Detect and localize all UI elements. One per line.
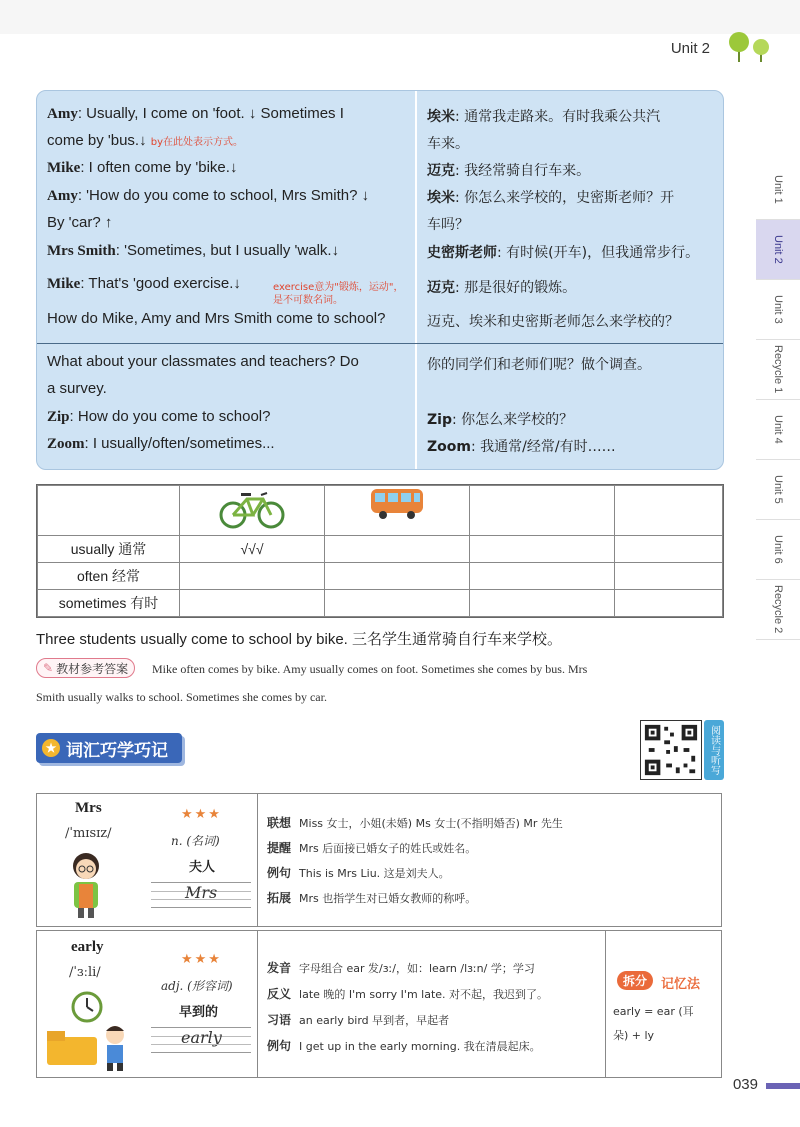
dialog-line-cn: 埃米: 通常我走路来。有时我乘公共汽 bbox=[427, 109, 661, 125]
qr-code-icon[interactable] bbox=[640, 720, 702, 780]
teacher-illustration bbox=[67, 850, 105, 920]
tab-label: Recycle 2 bbox=[772, 585, 784, 634]
dialog-line: Zoom: I usually/often/sometimes... bbox=[47, 435, 275, 452]
bike-icon bbox=[217, 487, 287, 531]
vocab-card bbox=[36, 793, 722, 927]
table-corner bbox=[38, 486, 180, 536]
reference-answer: Smith usually walks to school. Sometimes she comes by car. bbox=[36, 690, 327, 704]
word-meaning: 早到的 bbox=[179, 1005, 219, 1020]
vocab-detail-row: 拓展 Mrs 也指学生对已婚女教师的称呼。 bbox=[267, 891, 477, 905]
part-of-speech: adj. (形容词) bbox=[161, 979, 233, 993]
survey-cell bbox=[470, 563, 615, 590]
vocab-detail-row: 联想 Miss 女士，小姐(未婚) Ms 女士(不指明婚否) Mr 先生 bbox=[267, 816, 563, 830]
tree-icon bbox=[724, 28, 774, 64]
bus-icon bbox=[367, 483, 427, 523]
survey-conclusion: Three students usually come to school by bike. 三名学生通常骑自行车来学校。 bbox=[36, 631, 562, 648]
page-number: 039 bbox=[732, 1076, 758, 1093]
memory-text: 朵) + ly bbox=[613, 1029, 655, 1042]
task-line-cn: 你的同学们和老师们呢？做个调查。 bbox=[427, 357, 651, 373]
tab-label: Unit 6 bbox=[772, 535, 784, 564]
tab-unit-1[interactable] bbox=[756, 160, 800, 220]
dialog-line-cn: Zoom: 我通常/经常/有时…… bbox=[427, 439, 616, 455]
survey-table bbox=[36, 484, 724, 618]
row-label: usually 通常 bbox=[38, 536, 180, 563]
dialog-line: Zip: How do you come to school? bbox=[47, 408, 271, 425]
handwriting-lines bbox=[151, 1027, 251, 1053]
vocab-word: early bbox=[71, 939, 104, 955]
tab-label: Unit 2 bbox=[772, 235, 784, 264]
rating-stars: ★★★ bbox=[181, 806, 222, 821]
survey-cell bbox=[615, 563, 723, 590]
vocab-detail-row: 反义 late 晚的 I'm sorry I'm late. 对不起，我迟到了。 bbox=[267, 987, 549, 1001]
survey-cell bbox=[615, 536, 723, 563]
dialog-line: come by 'bus.↓ by在此处表示方式。 bbox=[47, 132, 244, 149]
dialog-divider-horizontal bbox=[37, 343, 723, 344]
handwriting-lines bbox=[151, 882, 251, 908]
card-divider bbox=[257, 931, 258, 1077]
dialog-question-cn: 迈克、埃米和史密斯老师怎么来学校的？ bbox=[427, 314, 679, 330]
vocab-detail-row: 提醒 Mrs 后面接已婚女子的姓氏或姓名。 bbox=[267, 841, 477, 855]
dialog-line-cn: 埃米: 你怎么来学校的，史密斯老师？开 bbox=[427, 190, 675, 206]
dialog-line: Mrs Smith: 'Sometimes, but I usually 'walk.↓ bbox=[47, 242, 340, 259]
memory-title: 记忆法 bbox=[661, 976, 701, 991]
word-meaning: 夫人 bbox=[189, 860, 216, 875]
blank-column-header bbox=[470, 486, 615, 536]
survey-cell bbox=[180, 563, 325, 590]
card-divider bbox=[257, 794, 258, 926]
dialog-line-cn: 车来。 bbox=[427, 136, 469, 152]
clock-classroom-illustration bbox=[45, 989, 135, 1073]
vocab-phonetic: /ˈmɪsɪz/ bbox=[65, 826, 112, 841]
reference-answer: Mike often comes by bike. Amy usually comes on foot. Sometimes she comes by bus. Mrs bbox=[152, 662, 588, 676]
vocab-detail-row: 例句 This is Mrs Liu. 这是刘夫人。 bbox=[267, 866, 450, 880]
survey-cell bbox=[325, 536, 470, 563]
task-line: What about your classmates and teachers? Do bbox=[47, 353, 359, 370]
card-divider bbox=[605, 931, 606, 1077]
dialog-line: By 'car? ↑ bbox=[47, 214, 113, 231]
tab-unit-4[interactable] bbox=[756, 400, 800, 460]
tab-label: Unit 4 bbox=[772, 415, 784, 444]
vocab-detail-row: 发音 字母组合 ear 发/ɜː/，如：learn /lɜːn/ 学；学习 bbox=[267, 961, 535, 975]
unit-tabs bbox=[756, 160, 800, 640]
vocab-word: Mrs bbox=[75, 800, 102, 816]
blank-column-header bbox=[615, 486, 723, 536]
star-icon: ★ bbox=[42, 739, 60, 757]
bike-column-header bbox=[180, 486, 325, 536]
pencil-icon: ✎ bbox=[43, 661, 54, 675]
dialog-line-cn: 迈克: 我经常骑自行车来。 bbox=[427, 163, 591, 179]
dialog-line: Amy: 'How do you come to school, Mrs Smith? ↓ bbox=[47, 187, 370, 204]
top-band bbox=[0, 0, 800, 34]
dialog-line-cn: 史密斯老师: 有时候(开车)，但我通常步行。 bbox=[427, 245, 700, 261]
memory-text: early = ear (耳 bbox=[613, 1005, 694, 1018]
page-accent-bar bbox=[766, 1083, 800, 1089]
dialog-line-cn: 迈克: 那是很好的锻炼。 bbox=[427, 280, 577, 296]
survey-cell bbox=[470, 590, 615, 617]
bus-column-header bbox=[325, 486, 470, 536]
dialog-panel bbox=[36, 90, 724, 470]
survey-cell bbox=[180, 590, 325, 617]
dialog-divider bbox=[415, 91, 417, 469]
part-of-speech: n. (名词) bbox=[171, 834, 220, 848]
unit-title: Unit 2 bbox=[670, 40, 710, 57]
survey-cell bbox=[325, 563, 470, 590]
dialog-line-cn: Zip: 你怎么来学校的？ bbox=[427, 412, 574, 428]
vocab-detail-row: 习语 an early bird 早到者，早起者 bbox=[267, 1013, 450, 1027]
survey-cell bbox=[470, 536, 615, 563]
rating-stars: ★★★ bbox=[181, 951, 222, 966]
tab-unit-2[interactable] bbox=[756, 220, 800, 280]
tab-unit-6[interactable] bbox=[756, 520, 800, 580]
vocab-banner-label: 词汇巧学巧记 bbox=[66, 740, 168, 760]
tab-unit-3[interactable] bbox=[756, 280, 800, 340]
vocab-card bbox=[36, 930, 722, 1078]
row-label: often 经常 bbox=[38, 563, 180, 590]
vocab-banner bbox=[36, 733, 182, 763]
dialog-question: How do Mike, Amy and Mrs Smith come to school? bbox=[47, 310, 386, 327]
exercise-note: exercise意为"锻炼，运动"，是不可数名词。 bbox=[273, 282, 404, 306]
memory-badge: 拆分 bbox=[617, 971, 653, 990]
vocab-detail-row: 例句 I get up in the early morning. 我在清晨起床。 bbox=[267, 1039, 541, 1053]
survey-cell bbox=[325, 590, 470, 617]
tab-label: Recycle 1 bbox=[772, 345, 784, 394]
dialog-line-cn: 车吗？ bbox=[427, 217, 469, 233]
dialog-line: Mike: I often come by 'bike.↓ bbox=[47, 159, 238, 176]
dialog-line: Amy: Usually, I come on 'foot. ↓ Sometimes I bbox=[47, 105, 344, 122]
survey-cell: √√√ bbox=[180, 536, 325, 563]
tab-unit-5[interactable] bbox=[756, 460, 800, 520]
reference-badge-label: 教材参考答案 bbox=[56, 661, 129, 676]
tab-recycle-2[interactable] bbox=[756, 580, 800, 640]
vocab-phonetic: /ˈɜːli/ bbox=[69, 965, 101, 980]
row-label: sometimes 有时 bbox=[38, 590, 180, 617]
reference-badge bbox=[36, 658, 135, 678]
survey-cell bbox=[615, 590, 723, 617]
tab-label: Unit 3 bbox=[772, 295, 784, 324]
tab-label: Unit 1 bbox=[772, 175, 784, 204]
tab-label: Unit 5 bbox=[772, 475, 784, 504]
qr-tag: 阅读与听写 bbox=[704, 720, 724, 780]
dialog-line: Mike: That's 'good exercise.↓ bbox=[47, 275, 241, 292]
handwriting-word: early bbox=[181, 1028, 222, 1047]
tab-recycle-1[interactable] bbox=[756, 340, 800, 400]
task-line: a survey. bbox=[47, 380, 107, 397]
handwriting-word: Mrs bbox=[185, 883, 218, 902]
